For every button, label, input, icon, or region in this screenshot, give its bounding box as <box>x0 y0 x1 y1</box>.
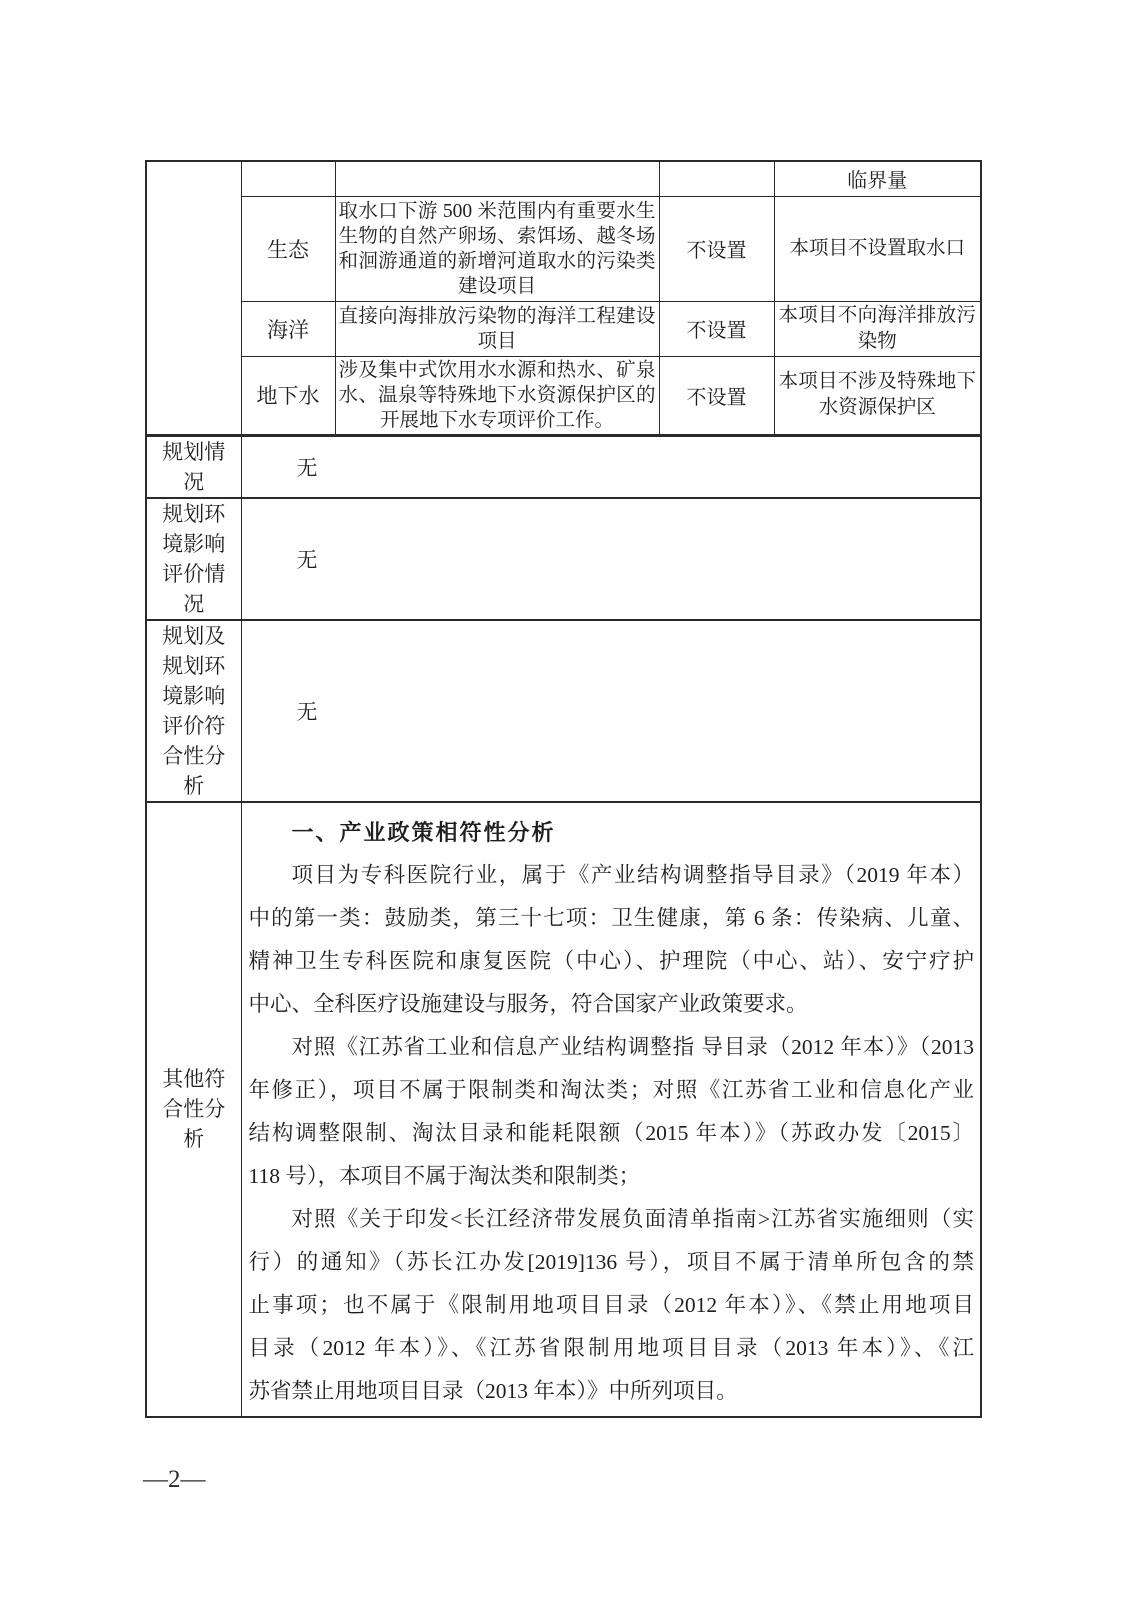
paragraph-3-line: 对照《关于印发<长江经济带发展负面清单指南>江苏省实施细则（实 <box>291 1206 974 1231</box>
paragraph-3-line: 止事项；也不属于《限制用地项目目录（2012 年本）》、《禁止用地项目 <box>248 1292 974 1317</box>
ocean-category-cell: 海洋 <box>241 301 335 356</box>
groundwater-remark-cell: 本项目不涉及特殊地下水资源保护区 <box>774 356 981 435</box>
paragraph-1-line: 中的第一类：鼓励类，第三十七项：卫生健康，第 6 条：传染病、儿童、 <box>248 905 974 930</box>
planning-conformity-label-cell: 规划及规划环境影响评价符合性分析 <box>146 620 241 802</box>
groundwater-category-cell: 地下水 <box>241 356 335 435</box>
paragraph-3-line: 苏省禁止用地项目目录（2013 年本）》中所列项目。 <box>248 1378 738 1403</box>
empty-cell <box>335 161 659 196</box>
planning-eia-status-value-cell: 无 <box>241 498 981 620</box>
empty-cell <box>241 161 335 196</box>
planning-status-value-cell: 无 <box>241 435 981 498</box>
table-row-planning-eia-status <box>146 498 981 620</box>
ecology-description-cell: 取水口下游 500 米范围内有重要水生生物的自然产卵场、索饵场、越冬场和洄游通道的新增河道取水的污染类建设项目 <box>335 196 659 301</box>
paragraph-1-line: 精神卫生专科医院和康复医院（中心）、护理院（中心、站）、安宁疗护 <box>248 948 974 973</box>
page-number: —2— <box>143 1466 206 1493</box>
paragraph-3-line: 行）的通知》（苏长江办发[2019]136 号），项目不属于清单所包含的禁 <box>248 1249 974 1274</box>
groundwater-description-cell: 涉及集中式饮用水水源和热水、矿泉水、温泉等特殊地下水资源保护区的开展地下水专项评价工作。 <box>335 356 659 435</box>
ocean-setting-cell: 不设置 <box>659 301 774 356</box>
paragraph-2-line: 结构调整限制、淘汰目录和能耗限额（2015 年本）》（苏政办发〔2015〕 <box>248 1120 974 1145</box>
table-row-threshold-header <box>146 161 981 196</box>
ocean-remark-cell: 本项目不向海洋排放污染物 <box>774 301 981 356</box>
table-row-planning-conformity <box>146 620 981 802</box>
table-row-ecology <box>146 196 981 301</box>
threshold-header-cell: 临界量 <box>774 161 981 196</box>
ecology-category-cell: 生态 <box>241 196 335 301</box>
paragraph-1-line: 项目为专科医院行业，属于《产业结构调整指导目录》（2019 年本） <box>291 862 974 887</box>
groundwater-setting-cell: 不设置 <box>659 356 774 435</box>
paragraph-2-line: 年修正），项目不属于限制类和淘汰类；对照《江苏省工业和信息化产业 <box>248 1077 974 1102</box>
planning-status-label-cell: 规划情况 <box>146 435 241 498</box>
ecology-setting-cell: 不设置 <box>659 196 774 301</box>
table-row-ocean <box>146 301 981 356</box>
merged-empty-row-header-cell <box>146 161 241 435</box>
other-conformity-label-cell: 其他符合性分析 <box>146 802 241 1417</box>
table-row-other-conformity <box>146 802 981 1417</box>
planning-conformity-value-cell: 无 <box>241 620 981 802</box>
ecology-remark-cell: 本项目不设置取水口 <box>774 196 981 301</box>
paragraph-1-line: 中心、全科医疗设施建设与服务，符合国家产业政策要求。 <box>248 991 808 1016</box>
empty-cell <box>659 161 774 196</box>
table-row-planning-status <box>146 435 981 498</box>
other-conformity-content-cell <box>241 802 981 1417</box>
paragraph-2-line: 对照《江苏省工业和信息产业结构调整指 导目录（2012 年本）》（2013 <box>291 1034 974 1059</box>
industry-policy-heading: 一、产业政策相符性分析 <box>291 819 556 845</box>
paragraph-3-line: 目录（2012 年本）》、《江苏省限制用地项目目录（2013 年本）》、《江 <box>248 1335 974 1360</box>
table-row-groundwater <box>146 356 981 435</box>
planning-eia-status-label-cell: 规划环境影响评价情况 <box>146 498 241 620</box>
paragraph-2-line: 118 号），本项目不属于淘汰类和限制类； <box>248 1163 641 1188</box>
ocean-description-cell: 直接向海排放污染物的海洋工程建设项目 <box>335 301 659 356</box>
environment-impact-table <box>145 160 982 1418</box>
